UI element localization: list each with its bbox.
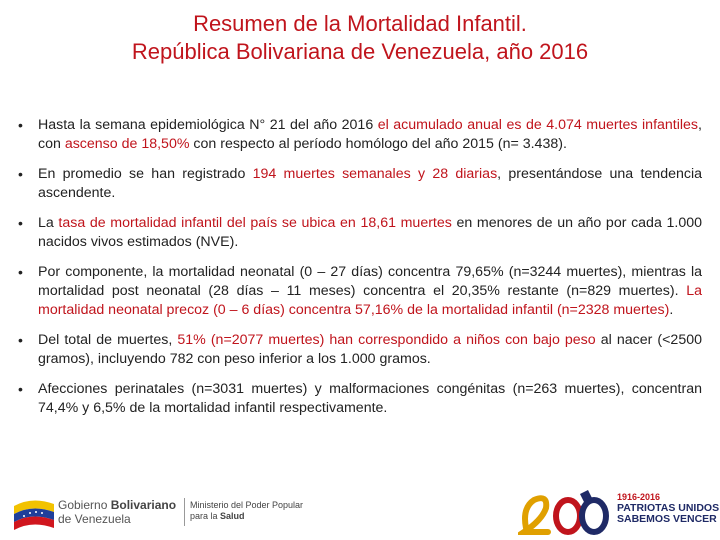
highlighted-text: La mortalidad neonatal precoz (0 – 6 días) concentra 57,16% de la mortalidad infantil (n=2328 muertes) — [38, 283, 702, 318]
title-line-1: Resumen de la Mortalidad Infantil. — [193, 11, 527, 36]
highlighted-text: el acumulado anual es de 4.074 muertes infantiles — [377, 117, 699, 133]
bullet-text: Hasta la semana epidemiológica N° 21 del año 2016 — [38, 117, 378, 133]
bullet-text: con respecto al período homólogo del año 2015 (n= 3.438). — [189, 136, 567, 152]
highlighted-text: 51% (n=2077 muertes) han correspondido a niños con bajo peso — [177, 332, 596, 348]
gobierno-bolivariano-logo-text — [58, 498, 176, 526]
bullet-marker: • — [18, 166, 23, 182]
bullet-text: En promedio se han registrado — [38, 166, 253, 182]
anniversary-2016-logo-icon — [518, 488, 618, 536]
bullet-text: al nacer (<2500 gramos), incluyendo 782 con peso inferior a los 1.000 gramos. — [38, 332, 702, 367]
bullet-text: en menores de un año por cada 1.000 nacidos vivos estimados (NVE). — [38, 215, 702, 250]
salud-text: Salud — [220, 511, 245, 521]
bullet-item — [18, 263, 702, 320]
bullet-text: , presentándose una tendencia ascendente. — [38, 166, 702, 201]
anniversary-years: 1916-2016 — [617, 492, 661, 502]
footer-divider — [184, 498, 185, 526]
anniversary-line-2: SABEMOS VENCER — [617, 513, 717, 525]
venezuela-flag-logo-icon — [10, 492, 60, 532]
bullet-text: , con — [38, 117, 702, 152]
highlighted-text: 194 muertes semanales y 28 diarias — [252, 166, 498, 182]
anniversary-slogan — [617, 492, 719, 525]
highlighted-text: ascenso de 18,50% — [64, 136, 190, 152]
para-la-text: para la — [190, 511, 221, 521]
bullet-marker: • — [18, 264, 23, 280]
bullet-item — [18, 214, 702, 252]
page-title — [20, 10, 700, 66]
ministerio-line-1: Ministerio del Poder Popular — [190, 500, 304, 510]
gobierno-text: Gobierno — [58, 498, 111, 512]
bullet-list — [18, 116, 702, 429]
anniversary-line-1: PATRIOTAS UNIDOS — [617, 502, 720, 514]
de-venezuela-text: de Venezuela — [58, 512, 131, 526]
title-line-2: República Bolivariana de Venezuela, año 2016 — [131, 39, 589, 64]
ministerio-logo-text — [190, 500, 303, 522]
bullet-text: Del total de muertes, — [38, 332, 178, 348]
footer — [0, 482, 720, 540]
bullet-item — [18, 331, 702, 369]
highlighted-text: tasa de mortalidad infantil del país se ubica en 18,61 muertes — [58, 215, 452, 231]
bullet-text: Por componente, la mortalidad neonatal (0 – 27 días) concentra 79,65% (n=3244 muertes), mientras la mortalidad post neonatal (28 días – 11 meses) concentra el 20,35% restante (n=829 muertes). — [38, 264, 702, 299]
bullet-item — [18, 165, 702, 203]
bolivariano-text: Bolivariano — [110, 498, 177, 512]
bullet-marker: • — [18, 332, 23, 348]
bullet-text: . — [669, 302, 674, 318]
bullet-marker: • — [18, 117, 23, 133]
bullet-text: Afecciones perinatales (n=3031 muertes) y malformaciones congénitas (n=263 muertes), concentran 74,4% y 6,5% de la mortalidad infantil respectivamente. — [38, 381, 702, 416]
bullet-text: La — [38, 215, 59, 231]
bullet-marker: • — [18, 215, 23, 231]
bullet-marker: • — [18, 381, 23, 397]
bullet-item — [18, 116, 702, 154]
bullet-item — [18, 380, 702, 418]
